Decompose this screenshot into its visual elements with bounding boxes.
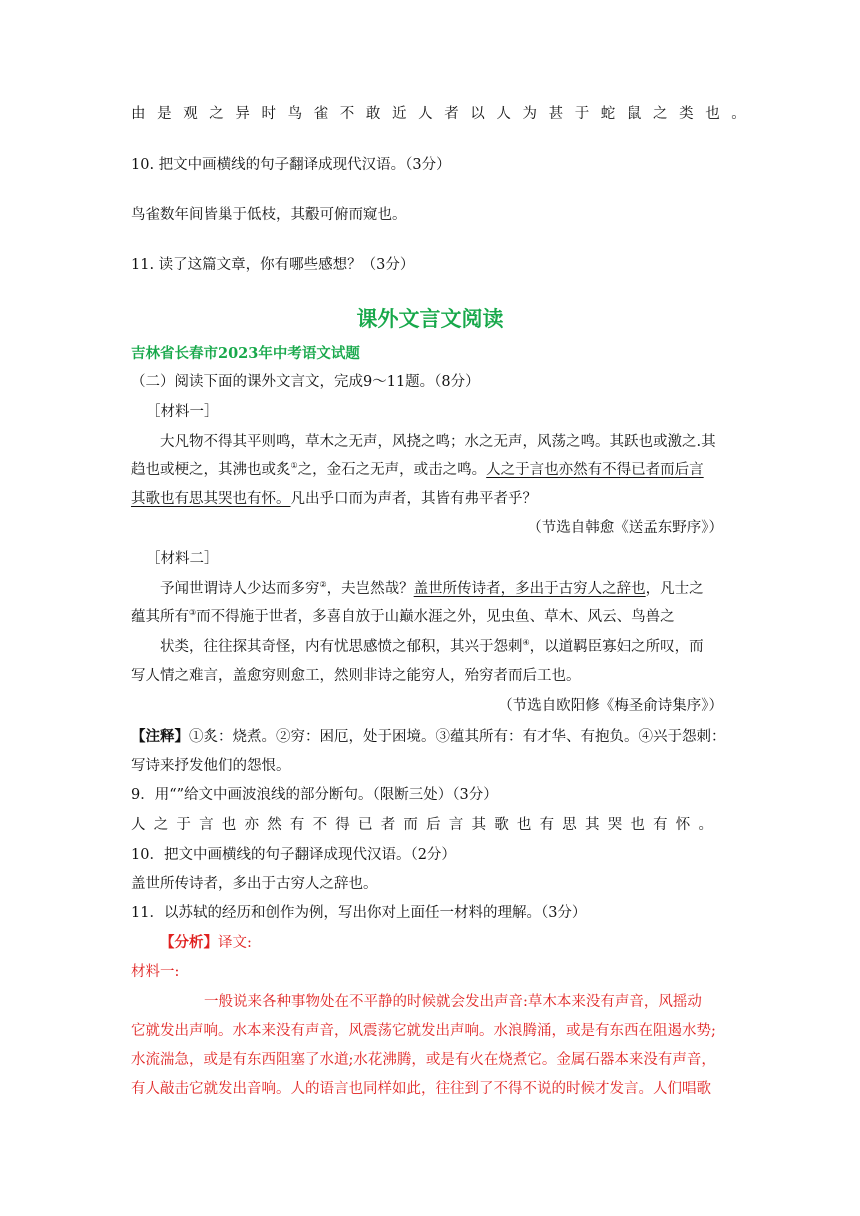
question-10-b: 10．把文中画横线的句子翻译成现代汉语。（2分）	[131, 847, 456, 863]
question-11-b: 11．以苏轼的经历和创作为例，写出你对上面任一材料的理解。（3分）	[131, 905, 587, 921]
analysis-material-1-label: 材料一:	[131, 964, 180, 980]
material-1-label: ［材料一］	[146, 404, 219, 420]
text-line: 由是观之异时鸟雀不敢近人者以人为甚于蛇鼠之类也。	[131, 106, 758, 122]
material-2-line: 蕴其所有③而不得施于世者，多喜自放于山巅水涯之外，见虫鱼、草木、风云、鸟兽之	[131, 608, 675, 625]
material-1-citation: （节选自韩愈《送孟东野序》）	[527, 520, 723, 536]
material-1-line: 大凡物不得其平则鸣，草木之无声，风挠之鸣；水之无声，风荡之鸣。其跃也或激之.其	[160, 434, 716, 450]
analysis-line: 水流湍急，或是有东西阻塞了水道;水花沸腾，或是有火在烧煮它。金属石器本来没有声音，	[131, 1052, 716, 1068]
material-2-citation: （节选自欧阳修《梅圣俞诗集序》）	[498, 698, 723, 714]
answer-9: 人之于言也亦然有不得已者而后言其歌也有思其哭也有怀。	[131, 817, 722, 833]
material-2-line: 状类，往往探其奇怪，内有忧思感愤之郁积，其兴于怨刺④，以道羁臣寡妇之所叹，而	[160, 638, 704, 655]
notes-line: 写诗来抒发他们的怨恨。	[131, 758, 291, 774]
material-2-line: 写人情之难言，盖愈穷则愈工，然则非诗之能穷人，殆穷者而后工也。	[131, 668, 581, 684]
material-1-line: 趋也或梗之，其沸也或炙①之，金石之无声，或击之鸣。人之于言也亦然有不得已者而后言	[131, 461, 704, 478]
analysis-heading: 【分析】译文:	[160, 934, 252, 951]
analysis-line: 它就发出声响。水本来没有声音，风震荡它就发出声响。水浪腾涌，或是有东西在阻遏水势;	[131, 1023, 716, 1039]
intro-text: （二）阅读下面的课外文言文，完成9～11题。（8分）	[131, 374, 480, 390]
wavy-underlined-text: 人之于言也亦然有不得已者而后言	[486, 462, 704, 478]
question-10: 10. 把文中画横线的句子翻译成现代汉语。（3分）	[131, 157, 451, 173]
question-11: 11. 读了这篇文章，你有哪些感想？（3分）	[131, 257, 415, 273]
analysis-line: 有人敲击它就发出音响。人的语言也同样如此，往往到了不得不说的时候才发言。人们唱歌	[131, 1081, 711, 1097]
material-2-label: ［材料二］	[146, 551, 219, 567]
answer-10: 鸟雀数年间皆巢于低枝，其鷇可俯而窥也。	[131, 207, 407, 223]
section-title: 课外文言文阅读	[356, 306, 504, 331]
answer-10-b: 盖世所传诗者，多出于古穷人之辞也。	[131, 876, 378, 892]
source-label: 吉林省长春市2023年中考语文试题	[131, 345, 360, 362]
underlined-text: 盖世所传诗者，多出于古穷人之辞也	[413, 581, 646, 597]
analysis-line: 一般说来各种事物处在不平静的时候就会发出声音:草木本来没有声音，风摇动	[204, 994, 702, 1010]
question-9: 9．用“”给文中画波浪线的部分断句。（限断三处）（3分）	[131, 787, 498, 803]
wavy-underlined-text: 其歌也有思其哭也有怀。	[131, 491, 291, 507]
material-1-line: 其歌也有思其哭也有怀。凡出乎口而为声者，其皆有弗平者乎？	[131, 491, 537, 507]
notes-line: 【注释】①炙：烧煮。②穷：困厄，处于困境。③蕴其所有：有才华、有抱负。④兴于怨刺：	[131, 728, 726, 745]
material-2-line: 予闻世谓诗人少达而多穷②，夫岂然哉？盖世所传诗者，多出于古穷人之辞也，凡士之	[160, 580, 704, 597]
